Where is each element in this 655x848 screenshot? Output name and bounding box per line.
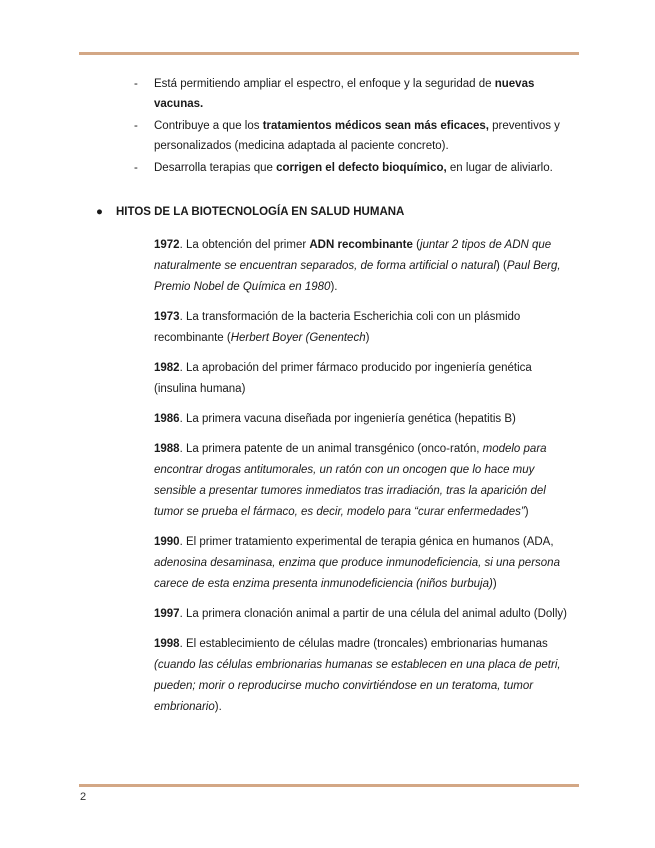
milestone-year: 1972	[154, 239, 180, 251]
milestone-text: modelo para encontrar drogas antitumorales, un ratón con un oncogen que lo hace muy sensible a presentar tumores inmediatos tras irradiación, tras la aparición del tumor se prueba el fármaco, es decir, modelo para “curar enfermedades”	[154, 443, 547, 518]
list-item	[130, 158, 580, 178]
milestone-entry	[154, 439, 574, 523]
milestone-text: ).	[330, 281, 338, 293]
milestone-text: . El establecimiento de células madre (troncales) embrionarias humanas	[179, 638, 548, 650]
milestone-entry	[154, 532, 574, 595]
item-bold-text: corrigen el defecto bioquímico,	[276, 162, 447, 174]
list-item	[130, 116, 580, 156]
benefits-list	[130, 74, 580, 180]
milestone-year: 1998	[154, 638, 180, 650]
item-text: preventivos y personalizados (medicina adaptada al paciente concreto).	[154, 120, 560, 152]
section-title: HITOS DE LA BIOTECNOLOGÍA EN SALUD HUMANA	[116, 206, 405, 218]
item-text: Desarrolla terapias que	[154, 162, 277, 174]
milestone-text: (cuando las células embrionarias humanas se establecen en una placa de petri, pueden; morir o reproducirse mucho convirtiéndose en un teratoma, tumor embrionario	[154, 659, 561, 713]
milestone-text: . El primer tratamiento experimental de terapia génica en humanos (ADA,	[179, 536, 554, 548]
milestone-text: Paul Berg, Premio Nobel de Química en 1980	[154, 260, 561, 293]
milestone-year: 1986	[154, 413, 180, 425]
milestone-text: Herbert Boyer (Genentech	[230, 332, 366, 344]
milestone-text: ).	[214, 701, 222, 713]
milestone-text: adenosina desaminasa, enzima que produce inmunodeficiencia, si una persona carece de esta enzima presenta inmunodeficiencia (niños burbuja)	[154, 557, 560, 590]
item-bold-text: tratamientos médicos sean más eficaces,	[262, 120, 489, 132]
bullet-dot: ●	[96, 206, 103, 218]
milestone-text: . La primera patente de un animal transgénico (onco-ratón,	[179, 443, 483, 455]
page-number: 2	[80, 791, 87, 803]
milestone-text: . La primera vacuna diseñada por ingeniería genética (hepatitis B)	[179, 413, 516, 425]
milestone-text: ADN recombinante	[309, 239, 413, 251]
milestone-text: )	[365, 332, 370, 344]
item-text: en lugar de aliviarlo.	[446, 162, 553, 174]
milestone-entry	[154, 358, 574, 400]
milestone-entry	[154, 634, 574, 718]
section-heading	[96, 206, 404, 218]
milestone-year: 1982	[154, 362, 180, 374]
milestone-text: . La aprobación del primer fármaco producido por ingeniería genética (insulina humana)	[154, 362, 532, 395]
milestones-list	[154, 235, 574, 727]
milestone-text: . La primera clonación animal a partir de una célula del animal adulto (Dolly)	[179, 608, 567, 620]
milestone-year: 1988	[154, 443, 180, 455]
milestone-text: )	[492, 578, 497, 590]
milestone-entry	[154, 235, 574, 298]
header-rule	[79, 52, 579, 55]
milestone-text: juntar 2 tipos de ADN que naturalmente se encuentran separados, de forma artificial o natural	[154, 239, 552, 272]
dash-bullet: -	[134, 120, 138, 132]
list-item	[130, 74, 580, 114]
item-bold-text: nuevas vacunas.	[154, 78, 535, 110]
dash-bullet: -	[134, 78, 138, 90]
item-text: Contribuye a que los	[154, 120, 263, 132]
milestone-year: 1990	[154, 536, 180, 548]
item-text: Está permitiendo ampliar el espectro, el enfoque y la seguridad de	[154, 78, 495, 90]
milestone-entry	[154, 307, 574, 349]
milestone-year: 1997	[154, 608, 180, 620]
milestone-text: . La transformación de la bacteria Escherichia coli con un plásmido recombinante (	[154, 311, 521, 344]
milestone-text: . La obtención del primer	[179, 239, 310, 251]
milestone-text: (	[412, 239, 420, 251]
milestone-entry	[154, 604, 574, 625]
milestone-entry	[154, 409, 574, 430]
milestone-text: )	[524, 506, 529, 518]
milestone-year: 1973	[154, 311, 180, 323]
dash-bullet: -	[134, 162, 138, 174]
footer-rule	[79, 784, 579, 787]
milestone-text: ) (	[496, 260, 507, 272]
